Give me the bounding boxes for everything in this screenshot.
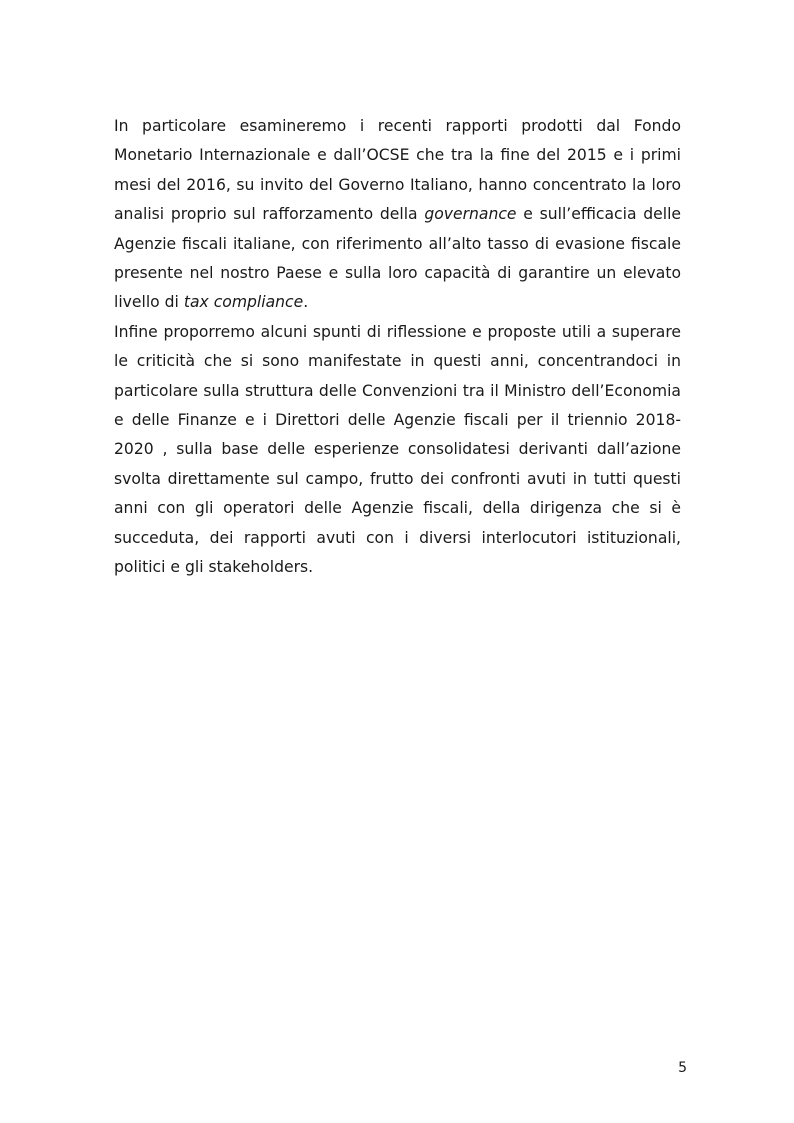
paragraph-1-segment-3: e sull’efficacia delle Agenzie fiscali italiane, con riferimento all’alto tasso di evasione fiscale presente nel nostro Paese e sulla loro capacità di garantire un elevato livello di bbox=[114, 205, 681, 312]
paragraph-1-segment-1: In particolare esamineremo i recenti rapporti prodotti dal Fondo Monetario Internazionale e dall’OCSE che tra la fine del 2015 e i primi mesi del 2016, su invito del Governo Italiano, hanno concentrato la loro analisi proprio sul rafforzamento della bbox=[114, 117, 681, 224]
tax-compliance-term: tax compliance bbox=[183, 293, 304, 312]
body-text bbox=[114, 112, 681, 583]
governance-term: governance bbox=[424, 205, 517, 224]
paragraph-1-segment-5: . bbox=[303, 293, 309, 312]
paragraph-2-segment-1: Infine proporremo alcuni spunti di riflessione e proposte utili a superare le criticità che si sono manifestate in questi anni, concentrandoci in particolare sulla struttura delle Convenzioni tra il Ministro dell’Economia e delle Finanze e i Direttori delle Agenzie fiscali per il triennio 2018- 2020 , sulla base delle esperienze consolidatesi derivanti dall’azione svolta direttamente sul campo, frutto dei confronti avuti in tutti questi anni con gli operatori delle Agenzie fiscali, della dirigenza che si è succeduta, dei rapporti avuti con i diversi interlocutori istituzionali, politici e gli stakeholders. bbox=[114, 322, 681, 577]
paragraph-1 bbox=[114, 112, 681, 318]
page-number: 5 bbox=[678, 1060, 687, 1076]
paragraph-2 bbox=[114, 318, 681, 583]
